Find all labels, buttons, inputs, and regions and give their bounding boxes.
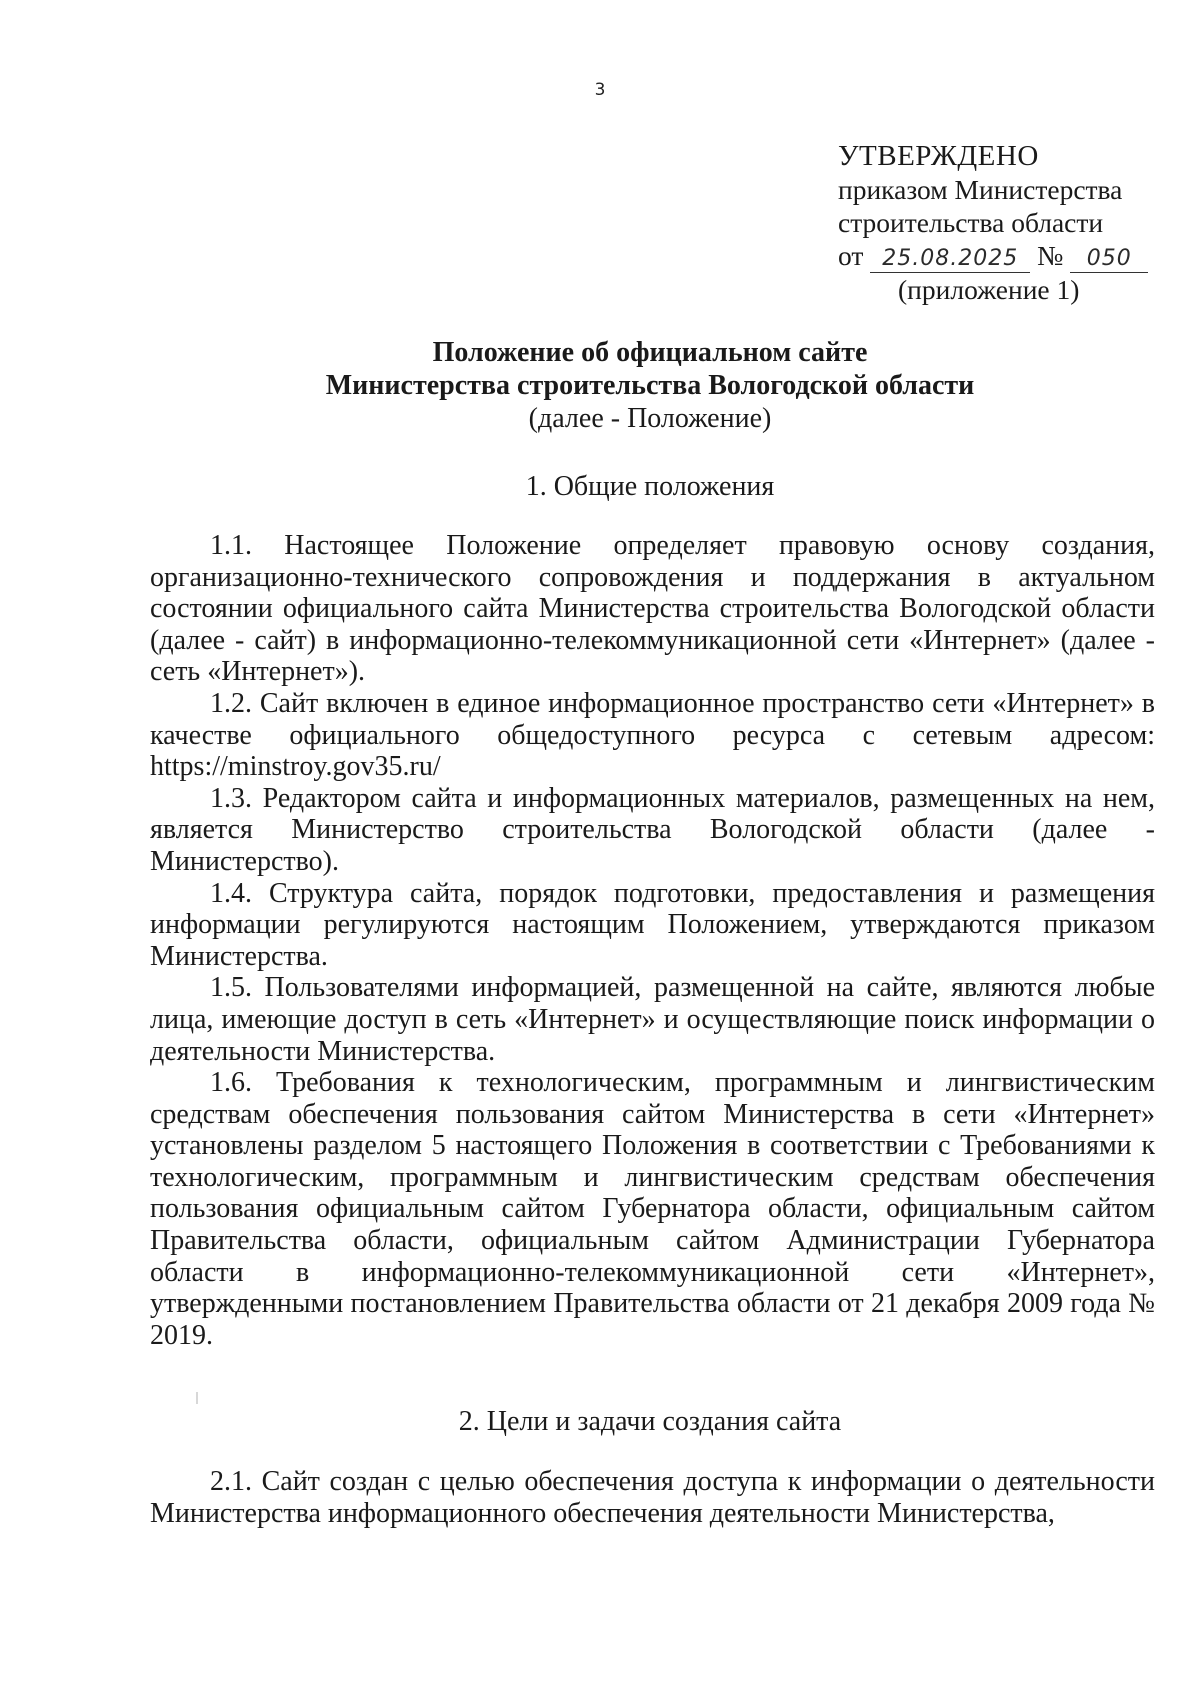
- paragraph-1-4: 1.4. Структура сайта, порядок подготовки, предоставления и размещения информации регулируются настоящим Положением, утверждаются приказом Министерства.: [150, 877, 1155, 972]
- section-2-heading: 2. Цели и задачи создания сайта: [458, 1406, 842, 1437]
- approval-from-label: от: [838, 240, 864, 271]
- approval-date-line: [838, 239, 1148, 273]
- paragraph-1-5: 1.5. Пользователями информацией, размещенной на сайте, являются любые лица, имеющие доступ в сеть «Интернет» и осуществляющие поиск информации о деятельности Министерства.: [150, 972, 1155, 1067]
- paragraph-1-1: 1.1. Настоящее Положение определяет правовую основу создания, организационно-технического сопровождения и поддержания в актуальном состоянии официального сайта Министерства строительства Вологодской области (далее - сайт) в информационно-телекоммуникационной сети «Интернет» (далее - сеть «Интернет»).: [150, 530, 1155, 688]
- section-1-heading: 1. Общие положения: [525, 471, 775, 502]
- title-line-1: Положение об официальном сайте: [432, 337, 868, 368]
- section-2-body: [150, 1466, 1155, 1529]
- section-1-body: [150, 530, 1155, 1351]
- paragraph-1-3: 1.3. Редактором сайта и информационных материалов, размещенных на нем, является Министерство строительства Вологодской области (далее - Министерство).: [150, 782, 1155, 877]
- page-number: 3: [594, 80, 606, 100]
- title-line-3: (далее - Положение): [528, 403, 772, 434]
- approval-number-label: №: [1037, 240, 1064, 271]
- approval-appendix: (приложение 1): [898, 274, 1080, 305]
- scan-artifact: [196, 1392, 198, 1404]
- paragraph-2-1: 2.1. Сайт создан с целью обеспечения доступа к информации о деятельности Министерства информационного обеспечения деятельности Министерства,: [150, 1466, 1155, 1529]
- paragraph-1-6: 1.6. Требования к технологическим, программным и лингвистическим средствам обеспечения пользования сайтом Министерства в сети «Интернет» установлены разделом 5 настоящего Положения в соответствии с Требованиями к технологическим, программным и лингвистическим средствам обеспечения пользования официальным сайтом Губернатора области, официальным сайтом Правительства области, официальным сайтом Администрации Губернатора области в информационно-телекоммуникационной сети «Интернет», утвержденными постановлением Правительства области от 21 декабря 2009 года № 2019.: [150, 1067, 1155, 1351]
- paragraph-1-2: 1.2. Сайт включен в единое информационное пространство сети «Интернет» в качестве официального общедоступного ресурса с сетевым адресом: https://minstroy.gov35.ru/: [150, 687, 1155, 783]
- approval-date: 25.08.2025: [870, 246, 1030, 273]
- approval-heading: УТВЕРЖДЕНО: [838, 140, 1039, 172]
- title-line-2: Министерства строительства Вологодской области: [325, 370, 975, 401]
- approval-number: 050: [1070, 246, 1148, 273]
- approval-line-1: приказом Министерства: [838, 174, 1123, 205]
- approval-line-2: строительства области: [838, 207, 1104, 238]
- approval-stamp: [838, 140, 1148, 306]
- document-title: [150, 336, 1150, 435]
